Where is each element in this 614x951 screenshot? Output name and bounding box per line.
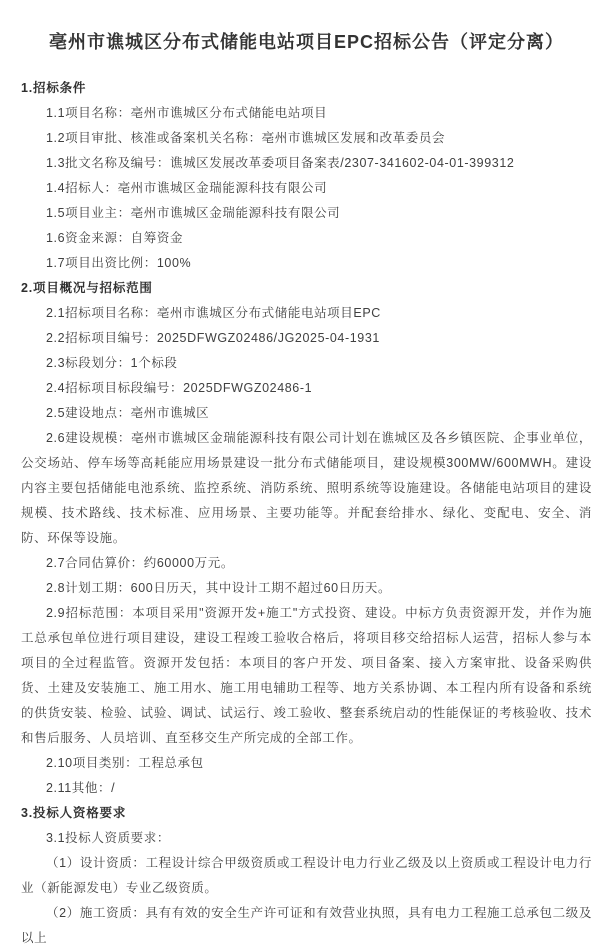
paragraph: （2）施工资质：具有有效的安全生产许可证和有效营业执照，具有电力工程施工总承包二级及以上 bbox=[21, 906, 592, 945]
paragraph: 2.1招标项目名称：亳州市谯城区分布式储能电站项目EPC bbox=[46, 306, 381, 320]
paragraph: 2.4招标项目标段编号：2025DFWGZ02486-1 bbox=[46, 381, 313, 395]
paragraph: 1.3批文名称及编号：谯城区发展改革委项目备案表/2307-341602-04-01-399312 bbox=[46, 156, 515, 170]
document-title: 亳州市谯城区分布式储能电站项目EPC招标公告（评定分离） bbox=[48, 32, 564, 52]
document-body bbox=[21, 76, 592, 951]
paragraph: 1.4招标人：亳州市谯城区金瑞能源科技有限公司 bbox=[46, 181, 328, 195]
paragraph: 2.9招标范围：本项目采用"资源开发+施工"方式投资、建设。中标方负责资源开发，并作为施工总承包单位进行项目建设，建设工程竣工验收合格后，将项目移交给招标人运营，招标人参与本项目的全过程监管。资源开发包括：本项目的客户开发、项目备案、接入方案审批、设备采购供货、土建及安装施工、施工用水、施工用电辅助工程等、地方关系协调、本工程内所有设备和系统的供货安装、检验、试验、调试、试运行、竣工验收、整套系统启动的性能保证的考核验收、技术和售后服务、人员培训、直至移交生产所完成的全部工作。 bbox=[21, 606, 592, 745]
paragraph: 1.7项目出资比例：100% bbox=[46, 256, 192, 270]
paragraph: （1）设计资质：工程设计综合甲级资质或工程设计电力行业乙级及以上资质或工程设计电力行业（新能源发电）专业乙级资质。 bbox=[21, 856, 592, 895]
section-heading: 3.投标人资格要求 bbox=[21, 806, 127, 820]
paragraph: 1.5项目业主：亳州市谯城区金瑞能源科技有限公司 bbox=[46, 206, 341, 220]
paragraph: 2.6建设规模：亳州市谯城区金瑞能源科技有限公司计划在谯城区及各乡镇医院、企事业单位，公交场站、停车场等高耗能应用场景建设一批分布式储能项目，建设规模300MW/600MWH。建设内容主要包括储能电池系统、监控系统、消防系统、照明系统等设施建设。各储能电站项目的建设规模、技术路线、技术标准、应用场景、主要功能等。并配套给排水、绿化、变配电、安全、消防、环保等设施。 bbox=[21, 431, 592, 545]
paragraph: 2.7合同估算价：约60000万元。 bbox=[46, 556, 234, 570]
paragraph: 2.2招标项目编号：2025DFWGZ02486/JG2025-04-1931 bbox=[46, 331, 380, 345]
section-heading: 1.招标条件 bbox=[21, 81, 87, 95]
paragraph: 2.10项目类别：工程总承包 bbox=[46, 756, 204, 770]
section-heading: 2.项目概况与招标范围 bbox=[21, 281, 153, 295]
paragraph: 3.1投标人资质要求： bbox=[46, 831, 170, 845]
paragraph: 1.1项目名称：亳州市谯城区分布式储能电站项目 bbox=[46, 106, 328, 120]
paragraph: 2.11其他：/ bbox=[46, 781, 116, 795]
paragraph: 1.6资金来源：自筹资金 bbox=[46, 231, 184, 245]
paragraph: 2.8计划工期：600日历天，其中设计工期不超过60日历天。 bbox=[46, 581, 392, 595]
paragraph: 2.5建设地点：亳州市谯城区 bbox=[46, 406, 210, 420]
paragraph: 2.3标段划分：1个标段 bbox=[46, 356, 178, 370]
paragraph: 1.2项目审批、核准或备案机关名称：亳州市谯城区发展和改革委员会 bbox=[46, 131, 446, 145]
